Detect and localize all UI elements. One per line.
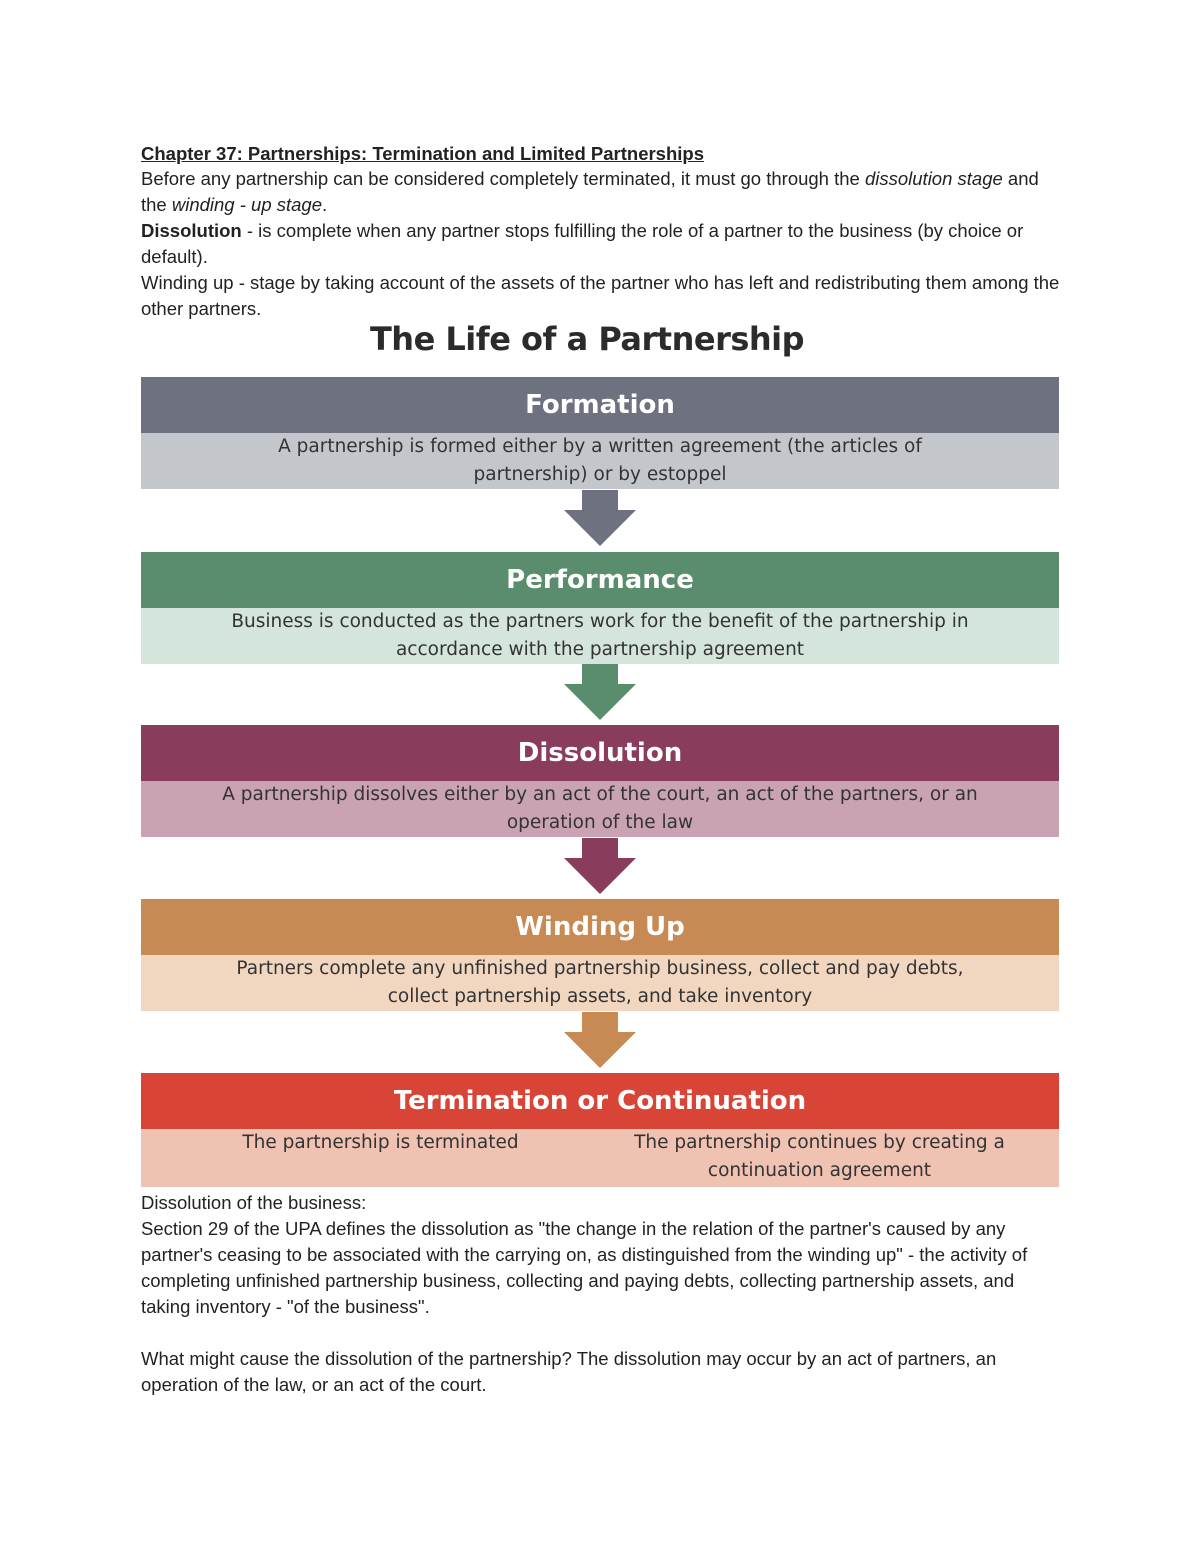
figure-title: The Life of a Partnership [369, 320, 805, 358]
intro-text-e: . [322, 194, 328, 215]
dissolution-definition [141, 218, 1061, 270]
arrow-down-icon [564, 664, 636, 720]
intro-text-a: Before any partnership can be considered completely terminated, it must go through the [141, 168, 865, 189]
stage-dissolution [141, 725, 1059, 837]
stage-performance [141, 552, 1059, 664]
stage-termination-body [141, 1129, 1059, 1187]
stage-dissolution-title: Dissolution [141, 725, 1059, 781]
stage-performance-title: Performance [141, 552, 1059, 608]
dissolution-term: Dissolution [141, 220, 242, 241]
stage-formation-text: A partnership is formed either by a written agreement (the articles of partnership) or by estoppel [141, 433, 1059, 489]
chapter-heading: Chapter 37: Partnerships: Termination and Limited Partnerships [141, 143, 704, 164]
winding-up-stage-term: winding - up stage [171, 194, 323, 215]
dissolution-business-label: Dissolution of the business: [141, 1192, 367, 1213]
stage-winding-up [141, 899, 1059, 1011]
stage-dissolution-text: A partnership dissolves either by an act of the court, an act of the partners, or an operation of the law [141, 781, 1059, 837]
continuation-option: The partnership continues by creating a continuation agreement [634, 1132, 1005, 1181]
stage-formation-title: Formation [141, 377, 1059, 433]
stage-performance-text: Business is conducted as the partners work for the benefit of the partnership in accordance with the partnership agreement [141, 608, 1059, 664]
intro-paragraph [141, 166, 1061, 218]
dissolution-stage-term: dissolution stage [864, 168, 1003, 189]
arrow-down-icon [564, 1012, 636, 1068]
arrow-down-icon [564, 838, 636, 894]
section-29-paragraph: Section 29 of the UPA defines the dissolution as "the change in the relation of the partner's caused by any partner's ceasing to be associated with the carrying on, as distinguished from the winding up" - the activity of completing unfinished partnership business, collecting and paying debts, collecting partnership assets, and taking inventory - "of the business". [141, 1218, 1028, 1317]
winding-up-definition: Winding up - stage by taking account of the assets of the partner who has left and redistributing them among the other partners. [141, 272, 1060, 319]
stage-formation [141, 377, 1059, 489]
question-paragraph: What might cause the dissolution of the partnership? The dissolution may occur by an act of partners, an operation of the law, or an act of the court. [141, 1348, 997, 1395]
dissolution-def-text: - is complete when any partner stops fulfilling the role of a partner to the business (by choice or default). [141, 220, 1024, 267]
arrow-down-icon [564, 490, 636, 546]
termination-option: The partnership is terminated [242, 1132, 519, 1153]
stage-termination-title: Termination or Continuation [141, 1073, 1059, 1129]
intro-text-c: and the [141, 168, 1039, 215]
stage-winding-up-text: Partners complete any unfinished partnership business, collect and pay debts, collect partnership assets, and take inventory [141, 955, 1059, 1011]
stage-termination [141, 1073, 1059, 1187]
stage-winding-up-title: Winding Up [141, 899, 1059, 955]
